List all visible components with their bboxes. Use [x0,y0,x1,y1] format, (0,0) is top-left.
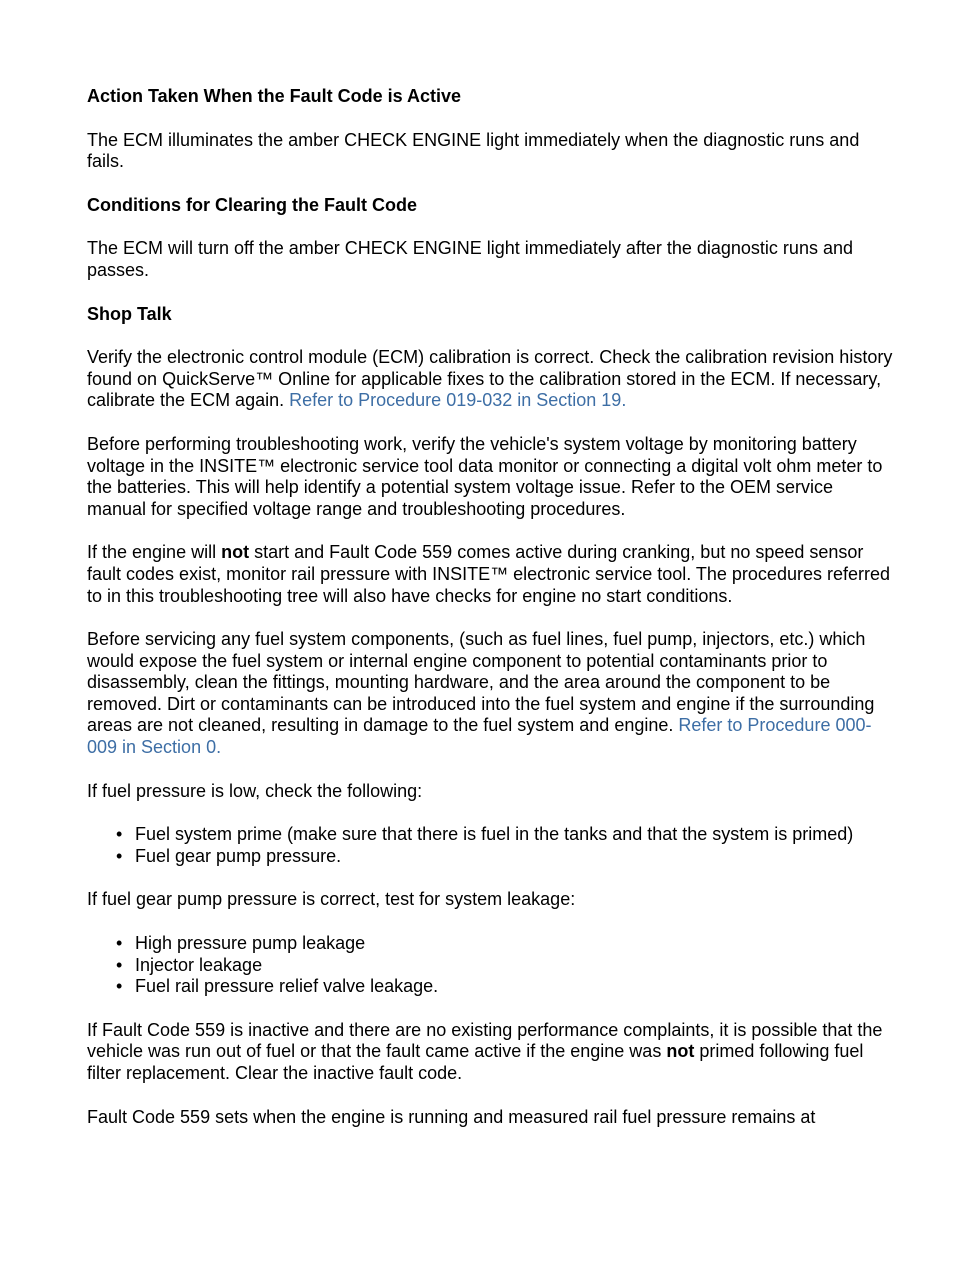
bullet-icon: • [116,954,123,975]
paragraph-fault-sets: Fault Code 559 sets when the engine is running and measured rail fuel pressure remains at [87,1106,816,1127]
link-procedure-019-032[interactable]: Refer to Procedure 019-032 in Section 19. [289,390,627,411]
bullet-icon: • [116,933,123,954]
list-item [116,845,897,868]
paragraph-servicing-text: Before servicing any fuel system components, (such as fuel lines, fuel pump, injectors, etc.) which would expose the fuel system or internal engine component to potential contaminants prior to disassembly, clean the fittings, mounting hardware, and the area around the component to be removed. Dirt or contaminants can be introduced into the fuel system and engine if the surrounding areas are not cleaned, resulting in damage to the fuel system and engine. [87,629,875,736]
paragraph-verify-text: Verify the electronic control module (ECM) calibration is correct. Check the calibration revision history found on QuickServe™ Online for applicable fixes to the calibration stored in the ECM. If necessary, calibrate the ECM again. [87,347,893,411]
paragraph-low-pressure: If fuel pressure is low, check the following: [87,780,423,801]
paragraph-engine-no-start [87,542,897,607]
heading-action-taken: Action Taken When the Fault Code is Active [87,86,462,106]
bullet-icon: • [116,976,123,997]
paragraph-no-start-text-after: start and Fault Code 559 comes active during cranking, but no speed sensor fault codes exist, monitor rail pressure with INSITE™ electronic service tool. The procedures referred to in this troubleshooting tree will also have checks for engine no start conditions. [87,542,890,606]
list-item [116,933,897,955]
paragraph-inactive-text-before: If Fault Code 559 is inactive and there are no existing performance complaints, it is possible that the vehicle was run out of fuel or that the fault came active if the engine was [87,1019,883,1062]
paragraph-inactive-text-after: primed following fuel filter replacement. Clear the inactive fault code. [87,1041,864,1083]
paragraph-clearing-conditions: The ECM will turn off the amber CHECK ENGINE light immediately after the diagnostic runs and passes. [87,238,853,280]
link-procedure-000-009[interactable]: Refer to Procedure 000-009 in Section 0. [87,715,872,758]
emphasis-not: not [221,542,250,563]
paragraph-system-voltage: Before performing troubleshooting work, verify the vehicle's system voltage by monitoring battery voltage in the INSITE™ electronic service tool data monitor or connecting a digital volt ohm meter to the batteries. This will help identify a potential system voltage issue. Refer to the OEM service manual for specified voltage range and troubleshooting procedures. [87,433,883,519]
emphasis-not: not [666,1041,695,1062]
paragraph-system-leakage: If fuel gear pump pressure is correct, test for system leakage: [87,889,576,910]
list-item [116,954,897,977]
list-item-text: Fuel gear pump pressure. [135,845,342,866]
bullet-icon: • [116,845,123,866]
heading-clearing-conditions: Conditions for Clearing the Fault Code [87,194,417,215]
list-leakage-tests [87,933,897,998]
list-item [116,976,897,998]
list-item-text: Fuel system prime (make sure that there is fuel in the tanks and that the system is primed) [135,824,854,845]
bullet-icon: • [116,824,123,845]
list-item-text: Injector leakage [135,954,263,975]
paragraph-fault-inactive [87,1020,897,1085]
paragraph-no-start-text-before: If the engine will [87,542,222,563]
document-page [87,86,897,1150]
list-low-pressure-checks [87,824,897,867]
list-item [116,824,897,846]
paragraph-verify-calibration [87,347,897,412]
list-item-text: High pressure pump leakage [135,933,366,954]
heading-shop-talk: Shop Talk [87,303,172,324]
paragraph-servicing-fuel-system [87,629,897,759]
list-item-text: Fuel rail pressure relief valve leakage. [135,976,439,997]
paragraph-action-taken: The ECM illuminates the amber CHECK ENGINE light immediately when the diagnostic runs and fails. [87,129,860,172]
